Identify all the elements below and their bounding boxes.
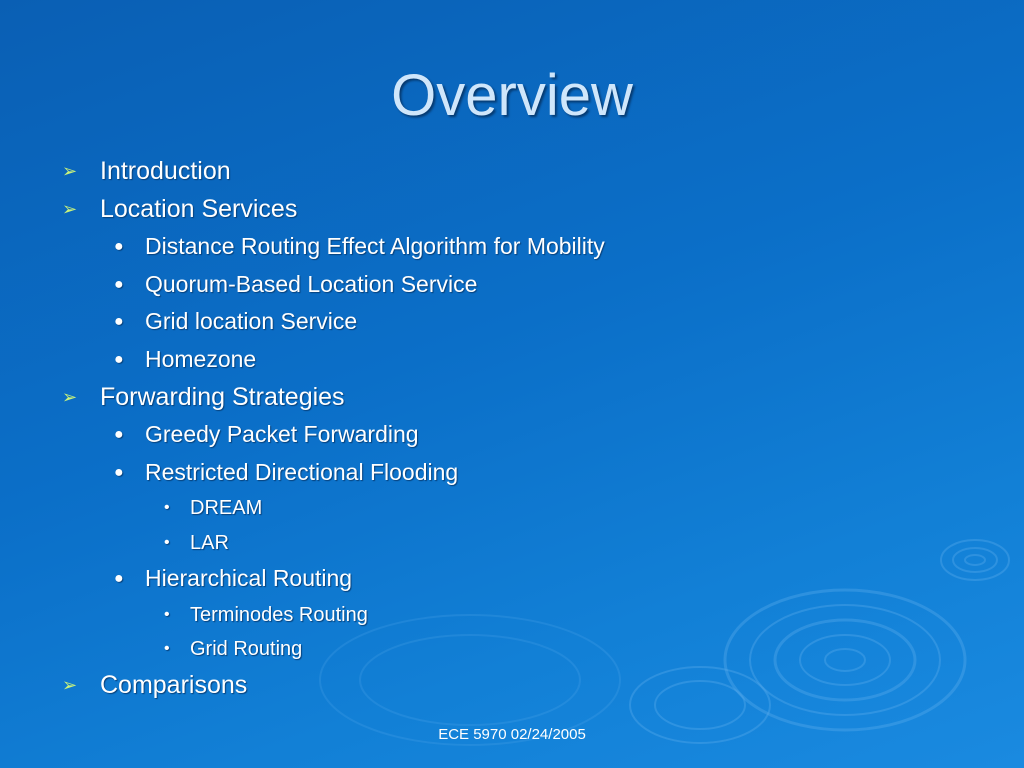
bullet-text: DREAM	[190, 497, 263, 520]
bullet-text: Greedy Packet Forwarding	[145, 421, 419, 448]
bullet-text: Homezone	[145, 345, 257, 372]
bullet-item	[0, 526, 605, 561]
bullet-item	[0, 491, 605, 526]
bullet-text: Grid location Service	[145, 308, 358, 335]
dot-bullet-icon: ●	[114, 275, 124, 293]
slide-footer: ECE 5970 02/24/2005	[438, 726, 586, 743]
bullet-item	[0, 153, 605, 191]
dot-bullet-icon: ●	[114, 313, 124, 331]
small-dot-bullet-icon: •	[164, 640, 170, 658]
bullet-text: Comparisons	[100, 670, 248, 699]
bullet-text: Grid Routing	[190, 638, 303, 661]
arrow-bullet-icon: ➢	[62, 161, 78, 181]
bullet-text: Location Services	[100, 194, 298, 223]
bullet-item	[0, 228, 605, 266]
bullet-item	[0, 598, 605, 633]
dot-bullet-icon: ●	[114, 463, 124, 481]
bullet-item	[0, 379, 605, 417]
bullet-text: Restricted Directional Flooding	[145, 458, 459, 485]
slide-title: Overview	[391, 63, 633, 128]
bullet-item	[0, 632, 605, 667]
bullet-item	[0, 667, 605, 705]
bullet-item	[0, 416, 605, 454]
bullet-text: LAR	[190, 531, 229, 554]
arrow-bullet-icon: ➢	[62, 198, 78, 219]
bullet-text: Hierarchical Routing	[145, 565, 353, 592]
small-dot-bullet-icon: •	[164, 499, 170, 517]
bullet-item	[0, 191, 605, 229]
bullet-item	[0, 303, 605, 341]
dot-bullet-icon: ●	[114, 426, 124, 444]
bullet-text: Introduction	[100, 157, 231, 185]
dot-bullet-icon: ●	[114, 238, 124, 256]
dot-bullet-icon: ●	[114, 570, 124, 588]
arrow-bullet-icon: ➢	[62, 674, 78, 695]
bullet-item	[0, 266, 605, 304]
bullet-text: Terminodes Routing	[190, 603, 368, 626]
small-dot-bullet-icon: •	[164, 605, 170, 623]
small-dot-bullet-icon: •	[164, 533, 170, 551]
bullet-text: Quorum-Based Location Service	[145, 270, 478, 297]
bullet-text: Distance Routing Effect Algorithm for Mobility	[145, 233, 605, 260]
dot-bullet-icon: ●	[114, 350, 124, 368]
bullet-item	[0, 560, 605, 598]
bullet-item	[0, 454, 605, 492]
bullet-item	[0, 341, 605, 379]
bullet-list	[0, 153, 605, 705]
arrow-bullet-icon: ➢	[62, 386, 78, 407]
bullet-text: Forwarding Strategies	[100, 382, 345, 411]
